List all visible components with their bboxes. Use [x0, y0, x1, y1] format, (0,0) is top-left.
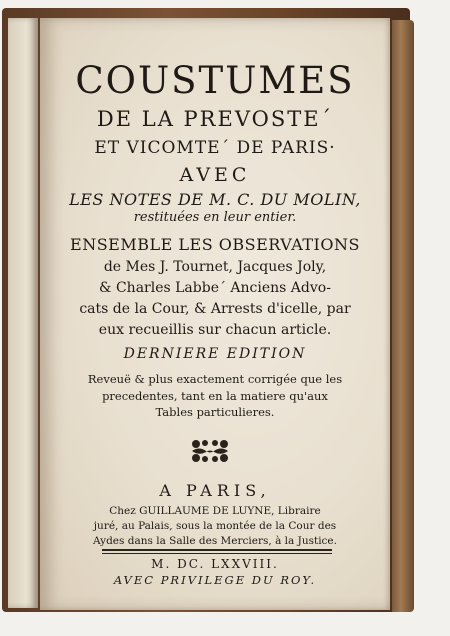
- printer-line-1: Chez GUILLAUME DE LUYNE, Libraire: [109, 505, 321, 517]
- authors-line-1: de Mes J. Tournet, Jacques Joly,: [103, 259, 327, 275]
- page-stains: [14, 138, 24, 164]
- authors-line-2: & Charles Labbe´ Anciens Advo-: [99, 280, 331, 296]
- title-line-4: AVEC: [179, 164, 251, 186]
- imprint-place: A PARIS,: [159, 481, 271, 500]
- printer-line-2: juré, au Palais, sous la montée de la Cour des: [93, 520, 337, 532]
- revision-line-2: precedentes, tant en la matiere qu'aux: [102, 389, 328, 403]
- revision-line-1: Reveuë & plus exactement corrigée que les: [87, 372, 343, 386]
- double-rule-top: [102, 549, 332, 551]
- observations-line: ENSEMBLE LES OBSERVATIONS: [70, 235, 360, 254]
- edition-line: DERNIERE EDITION: [123, 346, 307, 362]
- privilege-line: AVEC PRIVILEGE DU ROY.: [113, 573, 317, 587]
- title-page: [40, 18, 390, 610]
- notes-line: LES NOTES DE M. C. DU MOLIN,: [69, 190, 361, 209]
- authors-line-3: cats de la Cour, & Arrests d'icelle, par: [79, 301, 351, 317]
- double-rule-bottom: [102, 553, 332, 554]
- imprint-year: M. DC. LXXVIII.: [151, 557, 279, 571]
- book: [2, 8, 414, 614]
- book-spine-edge: [392, 20, 414, 612]
- facing-page: [8, 18, 38, 608]
- restituees-line: restituées en leur entier.: [133, 210, 297, 225]
- title-line-3: ET VICOMTE´ DE PARIS·: [94, 138, 336, 158]
- revision-line-3: Tables particulieres.: [155, 405, 275, 419]
- printer-ornament-icon: [188, 438, 232, 464]
- book-title: COUSTUMES: [75, 59, 355, 102]
- authors-line-4: eux recueillis sur chacun article.: [98, 322, 332, 338]
- title-line-2: DE LA PREVOSTE´: [96, 107, 334, 131]
- printer-line-3: Aydes dans la Salle des Merciers, à la Justice.: [92, 535, 337, 547]
